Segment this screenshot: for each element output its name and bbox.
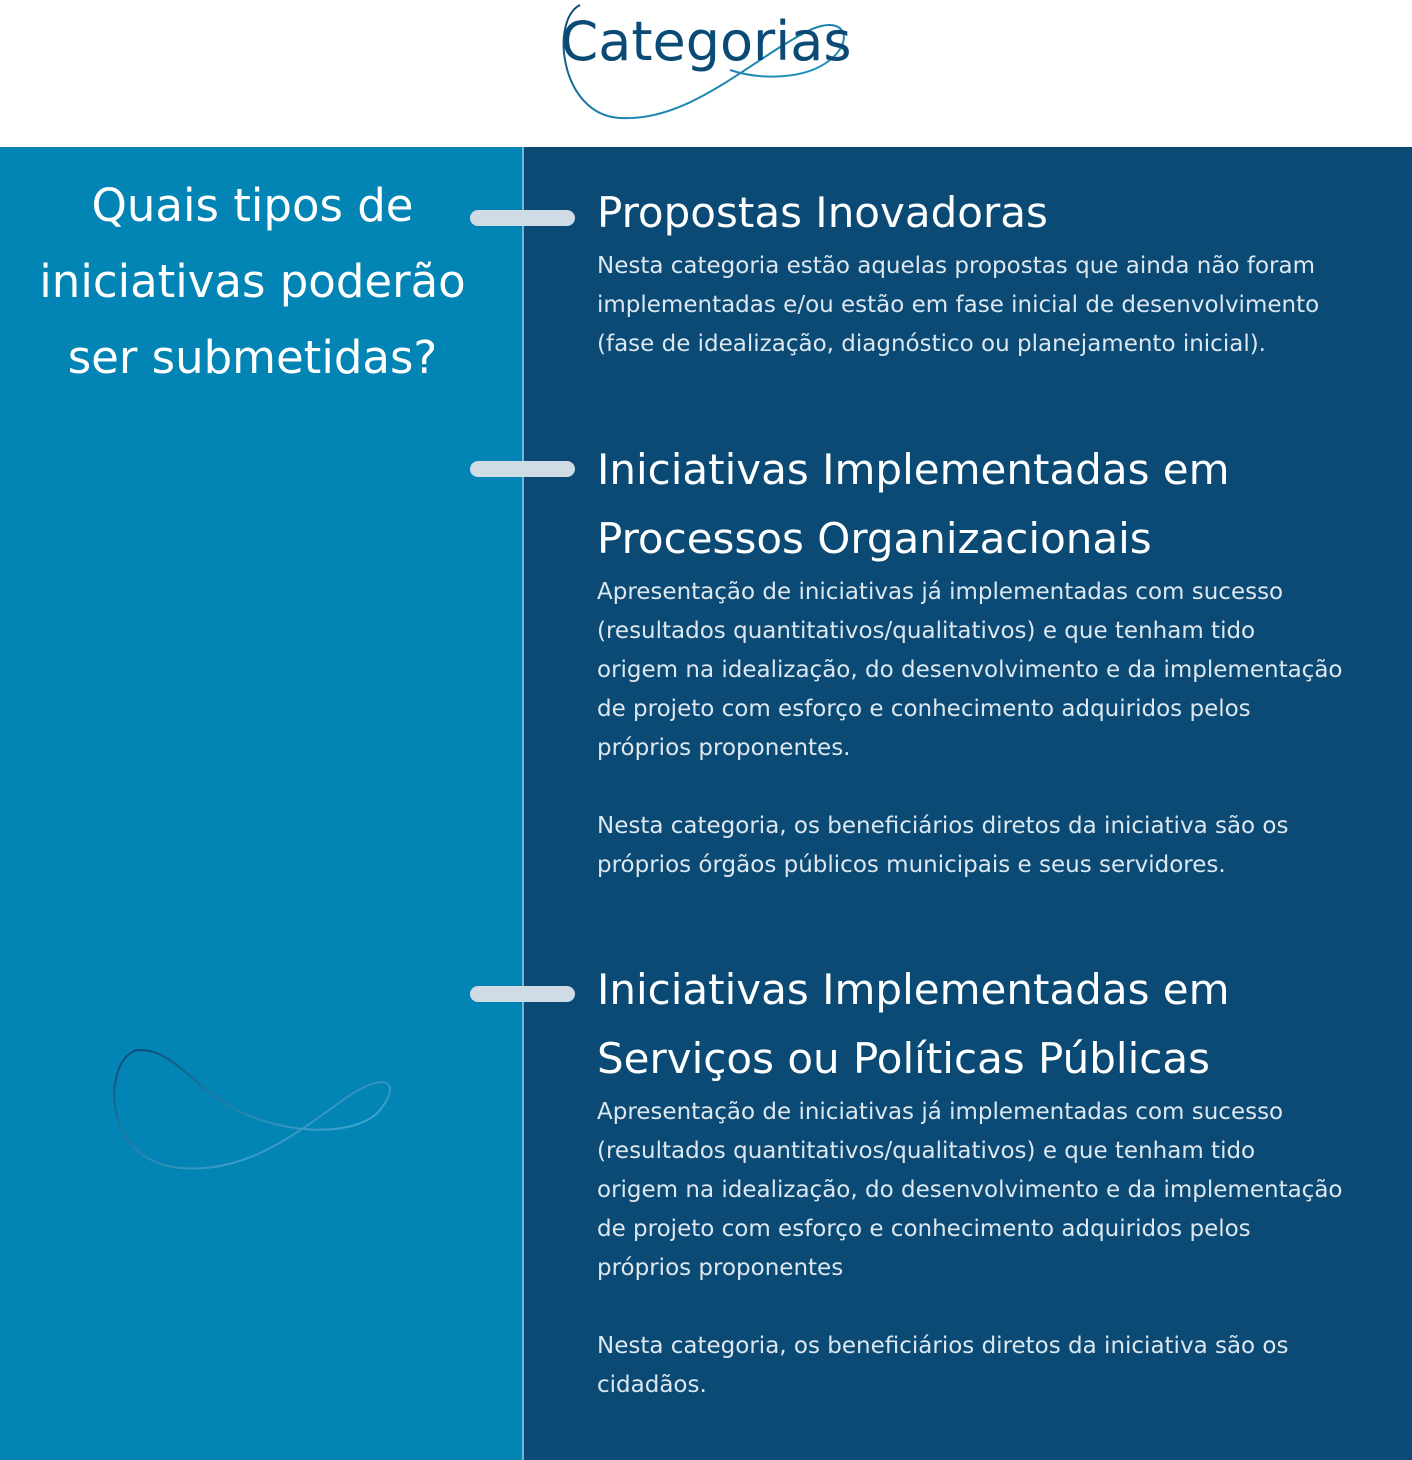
question-heading: Quais tipos de iniciativas poderão ser submetidas?	[39, 179, 466, 384]
timeline-line	[522, 147, 524, 1460]
timeline-marker-3	[470, 986, 575, 1002]
category-servicos-politicas-publicas	[597, 955, 1377, 1405]
timeline-marker-2	[470, 461, 575, 477]
category-processos-organizacionais	[597, 435, 1377, 885]
page-header	[0, 0, 1412, 147]
category-description: Apresentação de iniciativas já implementadas com sucesso (resultados quantitativos/qualitativos) e que tenham tido origem na idealização, do desenvolvimento e da implementação de projeto com esforço e conhecimento adquiridos pelos próprios proponentes.	[597, 579, 1343, 761]
category-beneficiaries: Nesta categoria, os beneficiários diretos da iniciativa são os próprios órgãos públicos municipais e seus servidores.	[597, 813, 1289, 878]
category-title: Iniciativas Implementadas em Serviços ou Políticas Públicas	[597, 965, 1230, 1083]
category-description: Nesta categoria estão aquelas propostas que ainda não foram implementadas e/ou estão em fase inicial de desenvolvimento (fase de idealização, diagnóstico ou planejamento inicial).	[597, 253, 1320, 357]
category-propostas-inovadoras	[597, 178, 1377, 364]
category-beneficiaries: Nesta categoria, os beneficiários diretos da iniciativa são os cidadãos.	[597, 1333, 1289, 1398]
timeline-marker-1	[470, 210, 575, 226]
category-title: Propostas Inovadoras	[597, 188, 1048, 237]
category-description: Apresentação de iniciativas já implementadas com sucesso (resultados quantitativos/qualitativos) e que tenham tido origem na idealização, do desenvolvimento e da implementação de projeto com esforço e conhecimento adquiridos pelos próprios proponentes	[597, 1099, 1343, 1281]
swoosh-decoration-icon	[100, 1040, 400, 1180]
category-title: Iniciativas Implementadas em Processos Organizacionais	[597, 445, 1230, 563]
page-title: Categorias	[560, 10, 852, 73]
